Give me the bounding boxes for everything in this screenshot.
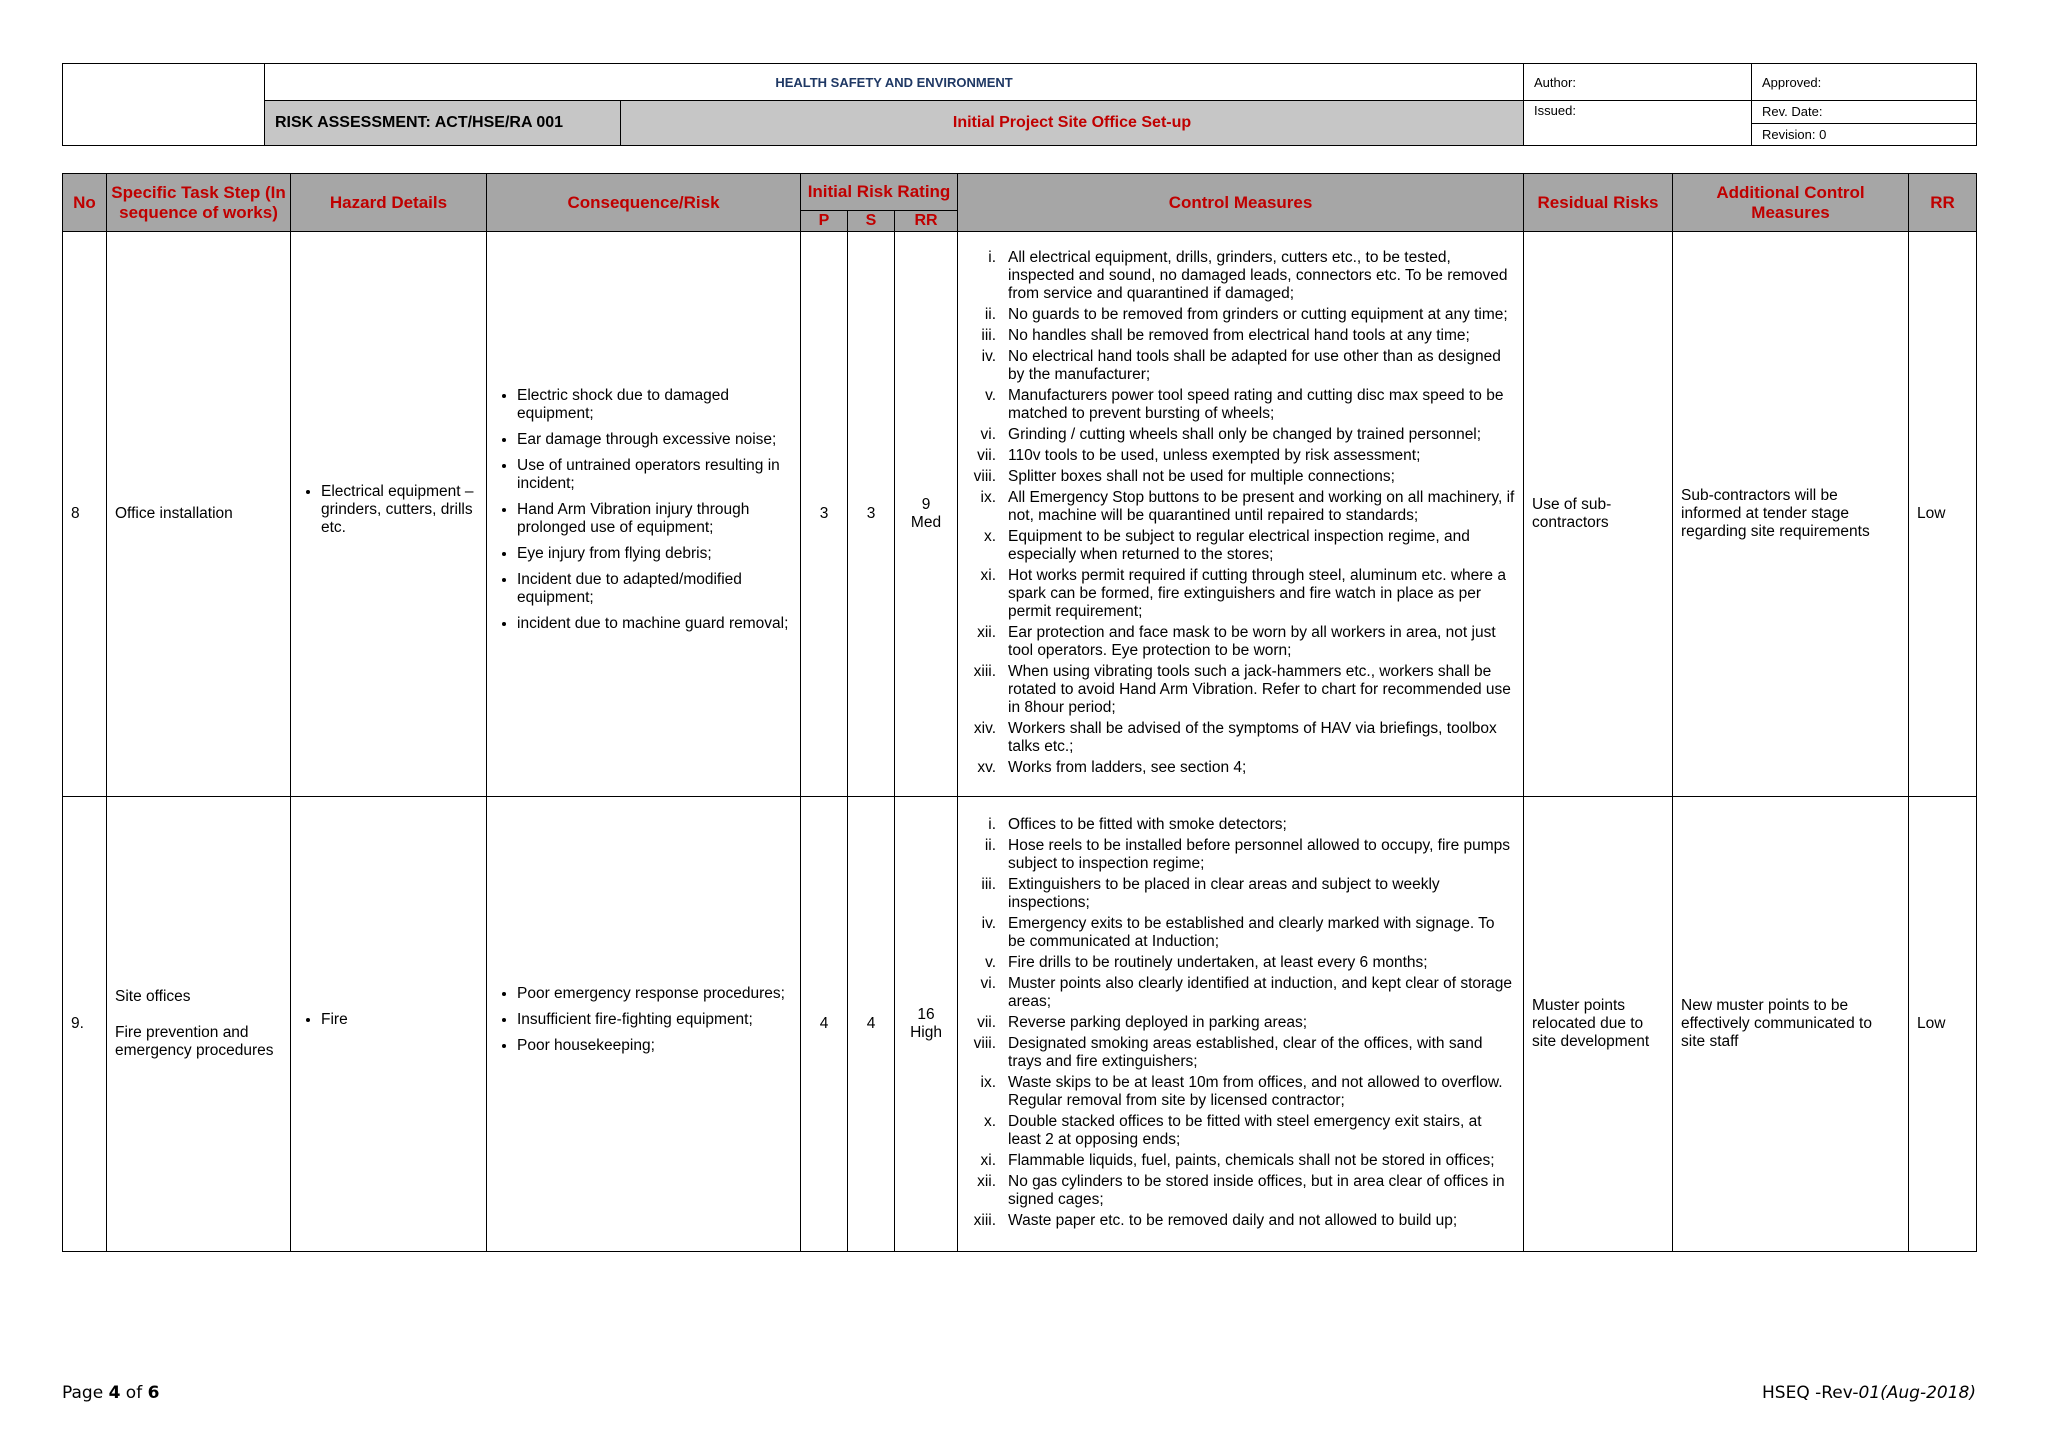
- task-step: [107, 232, 291, 797]
- col-header-no: No: [63, 174, 107, 232]
- control-measure-number: x.: [983, 1112, 997, 1130]
- control-measure-text: Offices to be fitted with smoke detectors;: [1008, 815, 1287, 833]
- consequence-item: • Hand Arm Vibration injury through prolonged use of equipment;: [517, 501, 792, 537]
- control-measure-text: Waste skips to be at least 10m from offices, and not allowed to overflow. Regular removal from site by licensed contractor;: [1008, 1073, 1503, 1109]
- control-measure-item: [958, 1113, 1515, 1149]
- risk-rating-level: High: [910, 1024, 942, 1041]
- consequence-item: • Electric shock due to damaged equipment;: [517, 387, 792, 423]
- control-measure-item: [958, 876, 1515, 912]
- col-header-control: Control Measures: [958, 174, 1524, 232]
- control-measure-item: [958, 489, 1515, 525]
- control-measure-item: [958, 663, 1515, 717]
- risk-rating-level: Med: [910, 514, 942, 531]
- control-measure-item: [958, 1173, 1515, 1209]
- document-header: [62, 63, 1977, 146]
- control-measure-item: [958, 915, 1515, 951]
- control-measure-number: iii.: [981, 875, 997, 893]
- col-header-residual: Residual Risks: [1524, 174, 1673, 232]
- control-measure-item: [958, 1212, 1515, 1230]
- probability-rating: 4: [801, 797, 848, 1252]
- control-measure-number: ix.: [980, 488, 997, 506]
- control-measure-item: [958, 567, 1515, 621]
- document-title: Initial Project Site Office Set-up: [621, 101, 1524, 146]
- control-measure-text: Double stacked offices to be fitted with steel emergency exit stairs, at least 2 at opposing ends;: [1008, 1112, 1482, 1148]
- additional-control-measures: Sub-contractors will be informed at tender stage regarding site requirements: [1673, 232, 1909, 797]
- control-measure-number: xv.: [977, 758, 997, 776]
- control-measure-number: i.: [988, 815, 997, 833]
- hazard-details: [291, 797, 487, 1252]
- control-measure-text: Workers shall be advised of the symptoms of HAV via briefings, toolbox talks etc.;: [1008, 719, 1497, 755]
- control-measure-text: No handles shall be removed from electrical hand tools at any time;: [1008, 326, 1470, 344]
- control-measure-text: When using vibrating tools such a jack-hammers etc., workers shall be rotated to avoid Hand Arm Vibration. Refer to chart for recommended use in 8hour period;: [1008, 662, 1511, 716]
- control-measure-item: [958, 1014, 1515, 1032]
- control-measure-item: [958, 954, 1515, 972]
- control-measure-item: [958, 837, 1515, 873]
- control-measure-number: iv.: [981, 914, 997, 932]
- rev-date-field: Rev. Date:: [1752, 101, 1977, 124]
- task-title: Site offices: [115, 988, 191, 1005]
- control-measure-text: Flammable liquids, fuel, paints, chemicals shall not be stored in offices;: [1008, 1151, 1495, 1169]
- consequence-item: • Use of untrained operators resulting in incident;: [517, 457, 792, 493]
- issued-field: Issued:: [1524, 101, 1752, 146]
- col-header-additional: Additional Control Measures: [1673, 174, 1909, 232]
- control-measure-number: v.: [985, 386, 997, 404]
- control-measure-text: All electrical equipment, drills, grinders, cutters etc., to be tested, inspected and sound, no damaged leads, connectors etc. To be removed from service and quarantined if damaged;: [1008, 248, 1508, 302]
- control-measure-number: iii.: [981, 326, 997, 344]
- col-header-rr: RR: [895, 211, 958, 232]
- control-measure-number: vi.: [980, 425, 997, 443]
- control-measure-number: iv.: [981, 347, 997, 365]
- control-measure-item: [958, 327, 1515, 345]
- residual-risks: Muster points relocated due to site development: [1524, 797, 1673, 1252]
- control-measure-item: [958, 975, 1515, 1011]
- control-measure-number: xiii.: [973, 1211, 997, 1229]
- page-number: Page 4 of 6: [62, 1383, 160, 1403]
- control-measure-item: [958, 624, 1515, 660]
- table-row: [63, 232, 1977, 797]
- control-measure-number: vii.: [977, 1013, 997, 1031]
- hazard-item: • Electrical equipment – grinders, cutters, drills etc.: [321, 483, 478, 537]
- control-measure-text: Emergency exits to be established and clearly marked with signage. To be communicated at Induction;: [1008, 914, 1495, 950]
- final-risk-rating: Low: [1909, 232, 1977, 797]
- col-header-rr-final: RR: [1909, 174, 1977, 232]
- hazard-details: [291, 232, 487, 797]
- consequence-item: • Eye injury from flying debris;: [517, 545, 792, 563]
- control-measures: [958, 797, 1524, 1252]
- revision-field: Revision: 0: [1752, 123, 1977, 146]
- row-number: 9.: [63, 797, 107, 1252]
- consequence-item: • Insufficient fire-fighting equipment;: [517, 1011, 792, 1029]
- control-measure-item: [958, 720, 1515, 756]
- control-measure-text: 110v tools to be used, unless exempted by risk assessment;: [1008, 446, 1421, 464]
- control-measure-number: viii.: [973, 467, 997, 485]
- task-step: [107, 797, 291, 1252]
- control-measure-number: v.: [985, 953, 997, 971]
- control-measure-text: No electrical hand tools shall be adapted for use other than as designed by the manufacturer;: [1008, 347, 1501, 383]
- risk-assessment-table: [62, 173, 1977, 1252]
- col-header-p: P: [801, 211, 848, 232]
- col-header-s: S: [848, 211, 895, 232]
- task-title: Office installation: [115, 505, 233, 522]
- consequence-item: • incident due to machine guard removal;: [517, 615, 792, 633]
- consequence-item: • Poor housekeeping;: [517, 1037, 792, 1055]
- control-measure-item: [958, 759, 1515, 777]
- control-measure-text: Fire drills to be routinely undertaken, at least every 6 months;: [1008, 953, 1428, 971]
- row-number: 8: [63, 232, 107, 797]
- risk-assessment-ref: RISK ASSESSMENT: ACT/HSE/RA 001: [265, 101, 621, 146]
- control-measure-text: Reverse parking deployed in parking areas;: [1008, 1013, 1307, 1031]
- control-measure-text: Muster points also clearly identified at induction, and kept clear of storage areas;: [1008, 974, 1513, 1010]
- control-measure-number: vii.: [977, 446, 997, 464]
- control-measure-text: Extinguishers to be placed in clear areas and subject to weekly inspections;: [1008, 875, 1440, 911]
- control-measure-text: No guards to be removed from grinders or cutting equipment at any time;: [1008, 305, 1508, 323]
- control-measure-text: All Emergency Stop buttons to be present and working on all machinery, if not, machine will be quarantined until repaired to standards;: [1008, 488, 1515, 524]
- initial-risk-rating: [895, 797, 958, 1252]
- control-measure-text: Equipment to be subject to regular electrical inspection regime, and especially when returned to the stores;: [1008, 527, 1470, 563]
- control-measure-item: [958, 1152, 1515, 1170]
- col-header-consequence: Consequence/Risk: [487, 174, 801, 232]
- control-measure-item: [958, 387, 1515, 423]
- control-measure-number: vi.: [980, 974, 997, 992]
- probability-rating: 3: [801, 232, 848, 797]
- initial-risk-rating: [895, 232, 958, 797]
- control-measure-number: ix.: [980, 1073, 997, 1091]
- control-measure-text: Splitter boxes shall not be used for multiple connections;: [1008, 467, 1395, 485]
- control-measure-number: xiv.: [973, 719, 997, 737]
- hazard-item: • Fire: [321, 1011, 478, 1029]
- control-measure-item: [958, 816, 1515, 834]
- severity-rating: 3: [848, 232, 895, 797]
- control-measure-item: [958, 348, 1515, 384]
- control-measure-item: [958, 468, 1515, 486]
- residual-risks: Use of sub-contractors: [1524, 232, 1673, 797]
- col-header-initial-risk: Initial Risk Rating: [801, 174, 958, 211]
- task-subtitle: Fire prevention and emergency procedures: [115, 1024, 274, 1059]
- final-risk-rating: Low: [1909, 797, 1977, 1252]
- control-measure-item: [958, 306, 1515, 324]
- control-measure-item: [958, 1074, 1515, 1110]
- control-measure-text: Waste paper etc. to be removed daily and not allowed to build up;: [1008, 1211, 1458, 1229]
- control-measure-number: i.: [988, 248, 997, 266]
- col-header-task: Specific Task Step (In sequence of works): [107, 174, 291, 232]
- control-measure-number: viii.: [973, 1034, 997, 1052]
- section-title: HEALTH SAFETY AND ENVIRONMENT: [265, 64, 1524, 101]
- control-measure-text: Ear protection and face mask to be worn by all workers in area, not just tool operators. Eye protection to be worn;: [1008, 623, 1496, 659]
- control-measure-item: [958, 1035, 1515, 1071]
- control-measure-number: xi.: [980, 1151, 997, 1169]
- control-measures: [958, 232, 1524, 797]
- control-measure-text: Works from ladders, see section 4;: [1008, 758, 1247, 776]
- col-header-hazard: Hazard Details: [291, 174, 487, 232]
- control-measure-item: [958, 528, 1515, 564]
- control-measure-text: No gas cylinders to be stored inside offices, but in area clear of offices in signed cages;: [1008, 1172, 1505, 1208]
- control-measure-text: Hose reels to be installed before personnel allowed to occupy, fire pumps subject to inspection regime;: [1008, 836, 1511, 872]
- control-measure-item: [958, 249, 1515, 303]
- consequence-item: • Incident due to adapted/modified equipment;: [517, 571, 792, 607]
- consequence-risk: [487, 232, 801, 797]
- control-measure-number: xii.: [977, 1172, 997, 1190]
- approved-field: Approved:: [1752, 64, 1977, 101]
- document-code: HSEQ -Rev-01(Aug-2018): [1762, 1383, 1976, 1403]
- table-row: [63, 797, 1977, 1252]
- control-measure-number: ii.: [984, 836, 997, 854]
- control-measure-number: xiii.: [973, 662, 997, 680]
- risk-rating-value: 16: [917, 1006, 935, 1023]
- control-measure-text: Grinding / cutting wheels shall only be changed by trained personnel;: [1008, 425, 1482, 443]
- control-measure-number: xi.: [980, 566, 997, 584]
- control-measure-text: Manufacturers power tool speed rating and cutting disc max speed to be matched to prevent bursting of wheels;: [1008, 386, 1504, 422]
- author-field: Author:: [1524, 64, 1752, 101]
- control-measure-item: [958, 447, 1515, 465]
- control-measure-number: ii.: [984, 305, 997, 323]
- consequence-item: • Ear damage through excessive noise;: [517, 431, 792, 449]
- severity-rating: 4: [848, 797, 895, 1252]
- control-measure-item: [958, 426, 1515, 444]
- control-measure-number: x.: [983, 527, 997, 545]
- control-measure-number: xii.: [977, 623, 997, 641]
- logo-area: [63, 64, 265, 146]
- consequence-risk: [487, 797, 801, 1252]
- consequence-item: • Poor emergency response procedures;: [517, 985, 792, 1003]
- risk-rating-value: 9: [921, 496, 931, 513]
- control-measure-text: Hot works permit required if cutting through steel, aluminum etc. where a spark can be formed, fire extinguishers and fire watch in place as per permit requirement;: [1008, 566, 1506, 620]
- control-measure-text: Designated smoking areas established, clear of the offices, with sand trays and fire extinguishers;: [1008, 1034, 1483, 1070]
- additional-control-measures: New muster points to be effectively communicated to site staff: [1673, 797, 1909, 1252]
